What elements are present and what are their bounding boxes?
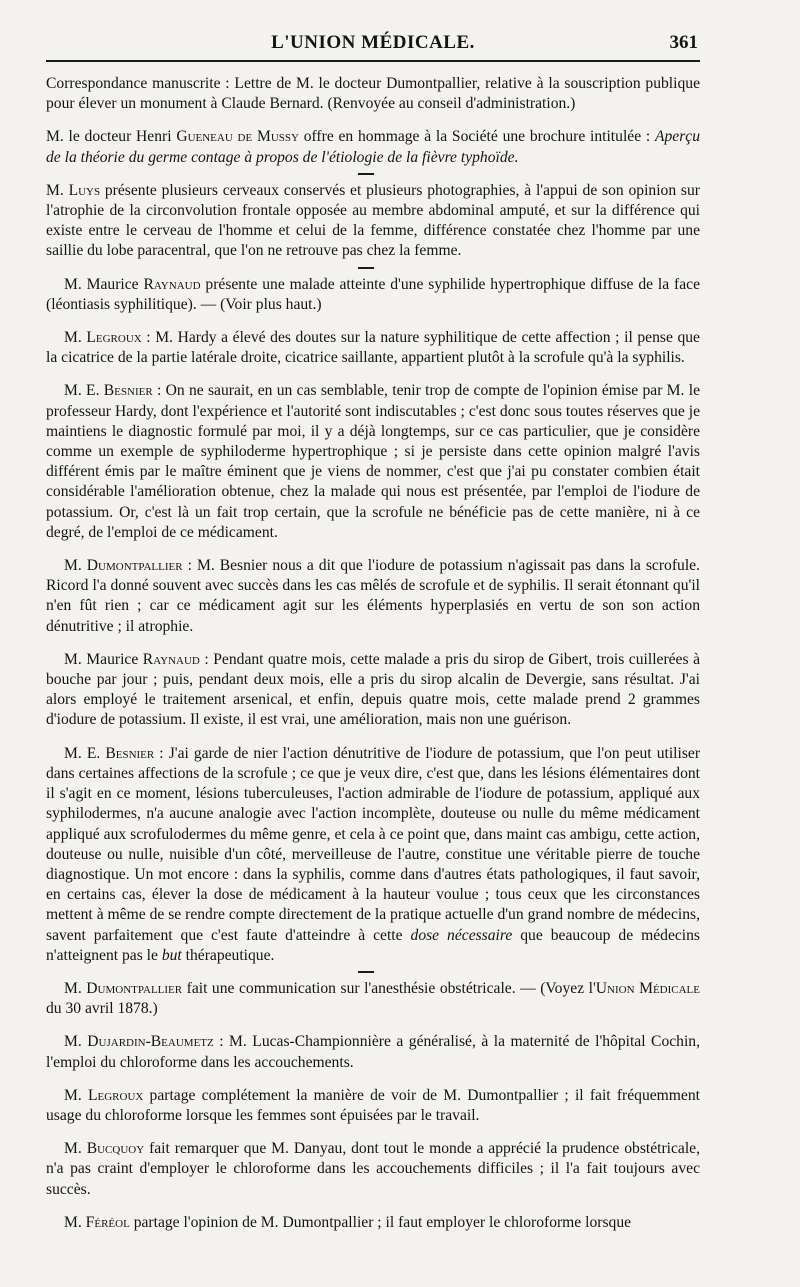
section-separator bbox=[358, 971, 374, 973]
speaker-name: Dumontpallier bbox=[86, 979, 183, 997]
speaker-name: Bucquoy bbox=[86, 1140, 145, 1158]
paragraph-correspondance bbox=[46, 74, 700, 114]
journal-name: Union Médicale bbox=[595, 979, 700, 997]
paragraph-text: M. bbox=[64, 1140, 87, 1158]
speaker-name: Dujardin-Beaumetz bbox=[87, 1033, 214, 1051]
speaker-name: Legroux bbox=[87, 1086, 144, 1104]
paragraph-luys bbox=[46, 181, 700, 262]
paragraph-text: M. E. bbox=[64, 382, 104, 400]
paragraph-fereol bbox=[46, 1213, 700, 1233]
paragraph-text: M. bbox=[64, 1033, 88, 1051]
speaker-name: Gueneau de Mussy bbox=[176, 128, 299, 146]
paragraph-text: que beaucoup de médecins n'atteignent pas le bbox=[46, 926, 700, 964]
paragraph-raynaud-1 bbox=[46, 275, 700, 315]
paragraph-text: fait une communication sur l'anesthésie obstétricale. — (Voyez l' bbox=[182, 979, 596, 997]
paragraph-text: : M. Hardy a élevé des doutes sur la nature syphilitique de cette affection ; il pense que la cicatrice de la partie latérale droite, cicatrice saillante, appartient plutôt à la scrofule qu'à la syphilis. bbox=[46, 329, 700, 367]
emphasis-text: but bbox=[161, 946, 182, 964]
paragraph-text: fait remarquer que M. Danyau, dont tout le monde a apprécié la prudence obstétricale, n'a pas craint d'employer le chloroforme dans les accouchements difficiles ; il l'a fait toujours avec succès. bbox=[46, 1140, 700, 1198]
running-title: L'UNION MÉDICALE. bbox=[271, 32, 475, 53]
paragraph-bucquoy bbox=[46, 1139, 700, 1200]
paragraph-text: partage complétement la manière de voir de M. Dumontpallier ; il fait fréquemment usage du chloroforme lorsque les femmes sont épuisées par le travail. bbox=[46, 1086, 700, 1124]
paragraph-text: M. bbox=[64, 557, 87, 575]
page-header bbox=[46, 30, 700, 62]
paragraph-text: présente une malade atteinte d'une syphilide hypertrophique diffuse de la face (léontiasis syphilitique). — (Voir plus haut.) bbox=[46, 275, 701, 313]
section-separator bbox=[358, 173, 374, 175]
paragraph-dujardin-beaumetz bbox=[46, 1032, 700, 1072]
emphasis-text: dose nécessaire bbox=[410, 926, 513, 944]
speaker-name: Féréol bbox=[85, 1213, 130, 1231]
paragraph-dumontpallier-2 bbox=[46, 979, 700, 1019]
paragraph-text: M. bbox=[64, 979, 87, 997]
speaker-name: Luys bbox=[68, 181, 101, 199]
paragraph-text: : Pendant quatre mois, cette malade a pris du sirop de Gibert, trois cuillerées à bouche par jour ; puis, pendant deux mois, elle a pris du sirop alcalin de Devergie, sans résultat. J'ai alors employé le traitement arsenical, et enfin, depuis quatre mois, cette malade prend 2 grammes d'iodure de potassium. Il existe, il est vrai, une amélioration, mais non une guérison. bbox=[46, 650, 701, 729]
paragraph-gueneau bbox=[46, 127, 700, 167]
paragraph-text: thérapeutique. bbox=[181, 946, 275, 964]
paragraph-dumontpallier-1 bbox=[46, 556, 700, 637]
paragraph-text: M. bbox=[64, 1086, 88, 1104]
speaker-name: Raynaud bbox=[143, 275, 201, 293]
paragraph-besnier-2 bbox=[46, 744, 700, 966]
paragraph-raynaud-2 bbox=[46, 650, 700, 731]
paragraph-text: Correspondance manuscrite : Lettre de M. le docteur Dumontpallier, relative à la souscription publique pour élever un monument à Claude Bernard. (Renvoyée au conseil d'administration.) bbox=[46, 75, 700, 113]
speaker-name: Besnier bbox=[105, 744, 155, 762]
speaker-name: Legroux bbox=[86, 329, 142, 347]
paragraph-text: : On ne saurait, en un cas semblable, tenir trop de compte de l'opinion émise par M. le professeur Hardy, dont l'expérience et l'autorité sont indiscutables ; c'est donc sous toutes réserves que je maintiens le diagnostic formulé par moi, il y a déjà longtemps, sur ce cas particulier, que je considère comme un exemple de syphiloderme hypertrophique ; si je persiste dans cette opinion malgré l'avis différent émis par le maître éminent que je viens de nommer, c'est que j'ai pu constater combien était considérable l'amélioration obtenue, chez la malade qui nous est présentée, par l'emploi de l'iodure de potassium. Or, c'est là un fait trop certain, que la scrofule ne bénéficie pas de cette manière, ni à ce degré, de l'emploi de ce médicament. bbox=[46, 382, 700, 541]
paragraph-text: M. E. bbox=[64, 744, 106, 762]
paragraph-text: : M. Besnier nous a dit que l'iodure de potassium n'agissait pas dans la scrofule. Ricord l'a donné souvent avec succès dans les cas mêlés de scrofule et de syphilis. Il serait étonnant qu'il n'en fût rien ; car ce médicament agit sur les éléments hyperplasiés en vertu de son son action dénutritive ; il atrophie. bbox=[46, 557, 700, 635]
paragraph-text: : M. Lucas-Championnière a généralisé, à la maternité de l'hôpital Cochin, l'emploi du chloroforme dans les accouchements. bbox=[46, 1033, 700, 1071]
paragraph-text: offre en hommage à la Société une brochure intitulée : bbox=[298, 128, 655, 146]
paragraph-text: M. bbox=[64, 1213, 86, 1231]
paragraph-text: M. le docteur Henri bbox=[46, 128, 177, 146]
paragraph-text: M. Maurice bbox=[64, 650, 143, 668]
article-body bbox=[46, 74, 700, 1233]
section-separator bbox=[358, 267, 374, 269]
paragraph-legroux-1 bbox=[46, 328, 700, 368]
paragraph-text: présente plusieurs cerveaux conservés et plusieurs photographies, à l'appui de son opinion sur l'atrophie de la circonvolution frontale opposée au membre abdominal amputé, et sur la différence qui existe entre le cerveau de l'homme et celui de la femme, différence constatée chez l'homme par une saillie du lobe paracentral, que l'on ne retrouve pas chez la femme. bbox=[46, 181, 700, 260]
paragraph-text: M. Maurice bbox=[64, 275, 144, 293]
paragraph-legroux-2 bbox=[46, 1086, 700, 1126]
brochure-title: Aperçu de la théorie du germe contage à propos de l'étiologie de la fièvre typhoïde. bbox=[46, 128, 700, 166]
paragraph-text: M. bbox=[64, 329, 87, 347]
paragraph-text: : J'ai garde de nier l'action dénutritive de l'iodure de potassium, que l'on peut utiliser dans certaines affections de la scrofule ; ce que je veux dire, c'est que, dans les lésions élémentaires dont il s'agit en ce moment, lésions tuberculeuses, l'action admirable de l'iodure de potassium, appliqué aux syphilodermes, n'a aucune analogie avec l'action incomplète, douteuse ou nulle du même médicament appliqué aux scrofulodermes du même genre, et cela à ce point que, dans maint cas ambigu, cette action, douteuse ou nulle, nuisible d'un côté, merveilleuse de l'autre, constitue une véritable pierre de touche diagnostique. Un mot encore : dans la syphilis, comme dans d'autres états pathologiques, il faut savoir, en certains cas, élever la dose de médicament à la hauteur voulue ; tous ceux que les circonstances mettent à même de se rendre compte directement de la pratique actuelle d'un grand nombre de médecins, savent parfaitement que c'est faute d'atteindre à cette bbox=[46, 744, 701, 944]
paragraph-text: M. bbox=[46, 181, 69, 199]
paragraph-text: partage l'opinion de M. Dumontpallier ; il faut employer le chloroforme lorsque bbox=[129, 1213, 632, 1231]
paragraph-besnier-1 bbox=[46, 381, 700, 543]
speaker-name: Raynaud bbox=[142, 650, 200, 668]
page-number: 361 bbox=[669, 32, 698, 53]
speaker-name: Besnier bbox=[103, 382, 153, 400]
speaker-name: Dumontpallier bbox=[86, 557, 183, 575]
paragraph-text: du 30 avril 1878.) bbox=[46, 1000, 158, 1018]
